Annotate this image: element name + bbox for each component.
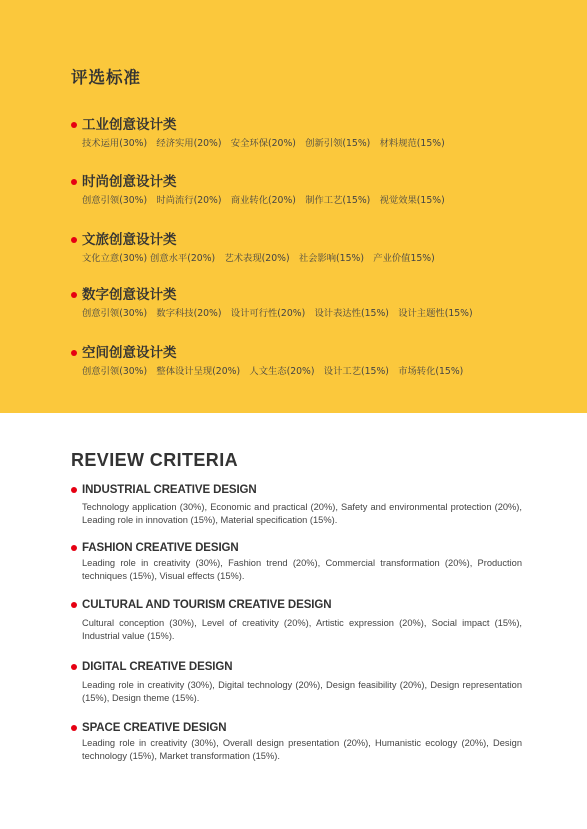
bullet-dot xyxy=(71,545,77,551)
chinese-criteria-section xyxy=(0,0,587,413)
cn-category-criteria: 创意引领(30%) 数字科技(20%) 设计可行性(20%) 设计表达性(15%) 设计主题性(15%) xyxy=(82,308,473,319)
cn-category-space xyxy=(71,344,551,379)
en-category-criteria: Technology application (30%), Economic and practical (20%), Safety and environmental protection (20%), Leading role in innovation (15%), Material specification (15%). xyxy=(82,502,522,525)
cn-category-fashion xyxy=(71,173,551,208)
cn-category-criteria: 创意引领(30%) 时尚流行(20%) 商业转化(20%) 制作工艺(15%) 视觉效果(15%) xyxy=(82,195,445,206)
en-category-space xyxy=(71,721,522,763)
bullet-dot xyxy=(71,602,77,608)
cn-category-title: 空间创意设计类 xyxy=(82,345,177,361)
cn-category-cultural-tourism xyxy=(71,231,551,266)
bullet-dot xyxy=(71,664,77,670)
bullet-dot xyxy=(71,350,77,356)
bullet-dot xyxy=(71,179,77,185)
bullet-dot xyxy=(71,487,77,493)
en-category-criteria: Leading role in creativity (30%), Fashion trend (20%), Commercial transformation (20%), Production techniques (15%), Visual effects (15%). xyxy=(82,558,522,581)
en-category-fashion xyxy=(71,541,522,583)
cn-category-digital xyxy=(71,286,551,321)
bullet-dot xyxy=(71,122,77,128)
cn-category-criteria: 创意引领(30%) 整体设计呈现(20%) 人文生态(20%) 设计工艺(15%) 市场转化(15%) xyxy=(82,366,464,377)
en-category-title: FASHION CREATIVE DESIGN xyxy=(82,542,239,554)
cn-category-title: 时尚创意设计类 xyxy=(82,174,177,190)
cn-category-title: 文旅创意设计类 xyxy=(82,232,177,248)
en-category-title: INDUSTRIAL CREATIVE DESIGN xyxy=(82,484,257,496)
cn-category-title: 工业创意设计类 xyxy=(82,117,177,133)
cn-category-criteria: 技术运用(30%) 经济实用(20%) 安全环保(20%) 创新引领(15%) 材料规范(15%) xyxy=(82,138,445,149)
en-category-criteria: Cultural conception (30%), Level of creativity (20%), Artistic expression (20%), Social impact (15%), Industrial value (15%). xyxy=(82,618,522,641)
chinese-section-title: 评选标准 xyxy=(71,68,141,87)
en-category-title: SPACE CREATIVE DESIGN xyxy=(82,722,227,734)
english-section-title: REVIEW CRITERIA xyxy=(71,450,239,470)
en-category-digital xyxy=(71,660,522,705)
en-category-criteria: Leading role in creativity (30%), Digital technology (20%), Design feasibility (20%), Design representation (15%), Design theme (15%). xyxy=(82,680,522,703)
en-category-cultural-tourism xyxy=(71,598,522,643)
cn-category-criteria: 文化立意(30%) 创意水平(20%) 艺术表现(20%) 社会影响(15%) 产业价值15%) xyxy=(82,253,435,264)
bullet-dot xyxy=(71,237,77,243)
bullet-dot xyxy=(71,725,77,731)
cn-category-title: 数字创意设计类 xyxy=(82,287,177,303)
en-category-criteria: Leading role in creativity (30%), Overall design presentation (20%), Humanistic ecology (20%), Design technology (15%), Market transformation (15%). xyxy=(82,738,522,761)
en-category-title: CULTURAL AND TOURISM CREATIVE DESIGN xyxy=(82,599,332,611)
cn-category-industrial xyxy=(71,116,551,151)
en-category-title: DIGITAL CREATIVE DESIGN xyxy=(82,661,233,673)
bullet-dot xyxy=(71,292,77,298)
en-category-industrial xyxy=(71,483,522,527)
